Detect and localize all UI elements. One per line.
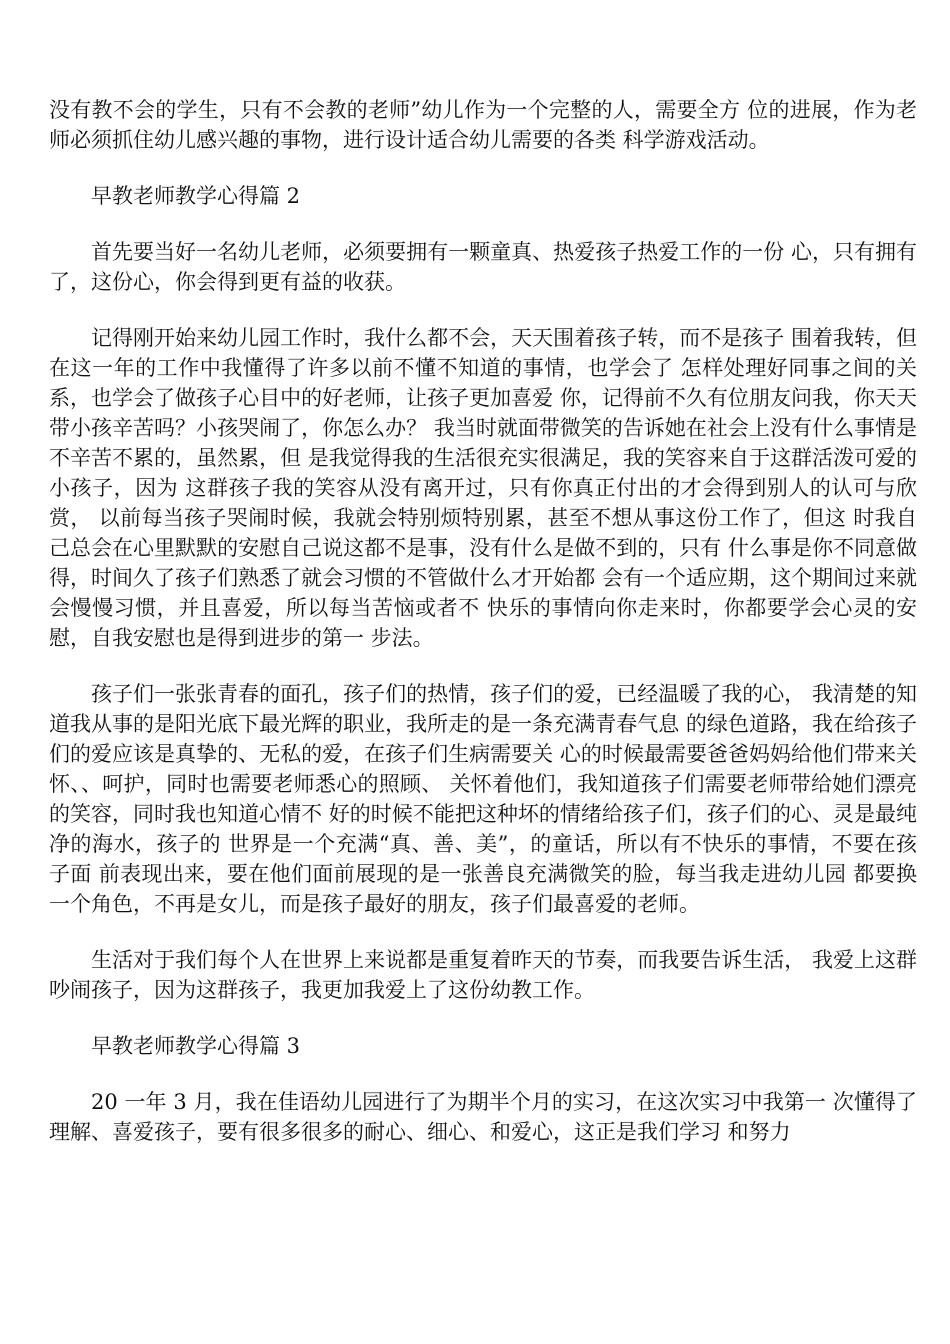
paragraph-part3-1: 20 一年 3 月，我在佳语幼儿园进行了为期半个月的实习，在这次实习中我第一 次懂得了理解、喜爱孩子，要有很多很多的耐心、细心、和爱心，这正是我们学习 和努力 — [49, 1090, 917, 1144]
section-heading-part-2: 早教老师教学心得篇 2 — [91, 184, 301, 208]
paragraph-part2-2: 记得刚开始来幼儿园工作时，我什么都不会，天天围着孩子转，而不是孩子 围着我转，但在这一年的工作中我懂得了许多以前不懂不知道的事情，也学会了 怎样处理好同事之间的关系，也学会了做孩子心目中的好老师，让孩子更加喜爱 你，记得前不久有位朋友问我，你天天带小孩辛苦吗？小孩哭闹了，你怎么办？ 我当时就面带微笑的告诉她在社会上没有什么事情是不辛苦不累的，虽然累，但 是我觉得我的生活很充实很满足，我的笑容来自于这群活泼可爱的小孩子，因为 这群孩子我的笑容从没有离开过，只有你真正付出的才会得到别人的认可与欣赏， 以前每当孩子哭闹时候，我就会特别烦特别累，甚至不想从事这份工作了，但这 时我自己总会在心里默默的安慰自己说这都不是事，没有什么是做不到的，只有 什么事是你不同意做得，时间久了孩子们熟悉了就会习惯的不管做什么才开始都 会有一个适应期，这个期间过来就会慢慢习惯，并且喜爱，所以每当苦恼或者不 快乐的事情向你走来时，你都要学会心灵的安慰，自我安慰也是得到进步的第一 步法。 — [49, 326, 917, 650]
document-body — [49, 95, 917, 1173]
section-heading-part-3: 早教老师教学心得篇 3 — [91, 1034, 301, 1058]
paragraph-part2-4: 生活对于我们每个人在世界上来说都是重复着昨天的节奏，而我要告诉生活， 我爱上这群吵闹孩子，因为这群孩子，我更加我爱上了这份幼教工作。 — [49, 948, 917, 1002]
paragraph-intro-continuation: 没有教不会的学生，只有不会教的老师”幼儿作为一个完整的人，需要全方 位的进展，作为老师必须抓住幼儿感兴趣的事物，进行设计适合幼儿需要的各类 科学游戏活动。 — [49, 98, 917, 152]
paragraph-part2-1: 首先要当好一名幼儿老师，必须要拥有一颗童真、热爱孩子热爱工作的一份 心，只有拥有了，这份心，你会得到更有益的收获。 — [49, 240, 917, 294]
paragraph-part2-3: 孩子们一张张青春的面孔，孩子们的热情，孩子们的爱，已经温暖了我的心， 我清楚的知道我从事的是阳光底下最光辉的职业，我所走的是一条充满青春气息 的绿色道路，我在给孩子们的爱应该是真挚的、无私的爱，在孩子们生病需要关 心的时候最需要爸爸妈妈给他们带来关怀、、呵护，同时也需要老师悉心的照顾、 关怀着他们，我知道孩子们需要老师带给她们漂亮的笑容，同时我也知道心情不 好的时候不能把这种坏的情绪给孩子们，孩子们的心、灵是最纯净的海水，孩子的 世界是一个充满“真、善、美”，的童话，所以有不快乐的事情，不要在孩子面 前表现出来，要在他们面前展现的是一张善良充满微笑的脸，每当我走进幼儿园 都要换一个角色，不再是女儿，而是孩子最好的朋友，孩子们最喜爱的老师。 — [49, 682, 917, 916]
